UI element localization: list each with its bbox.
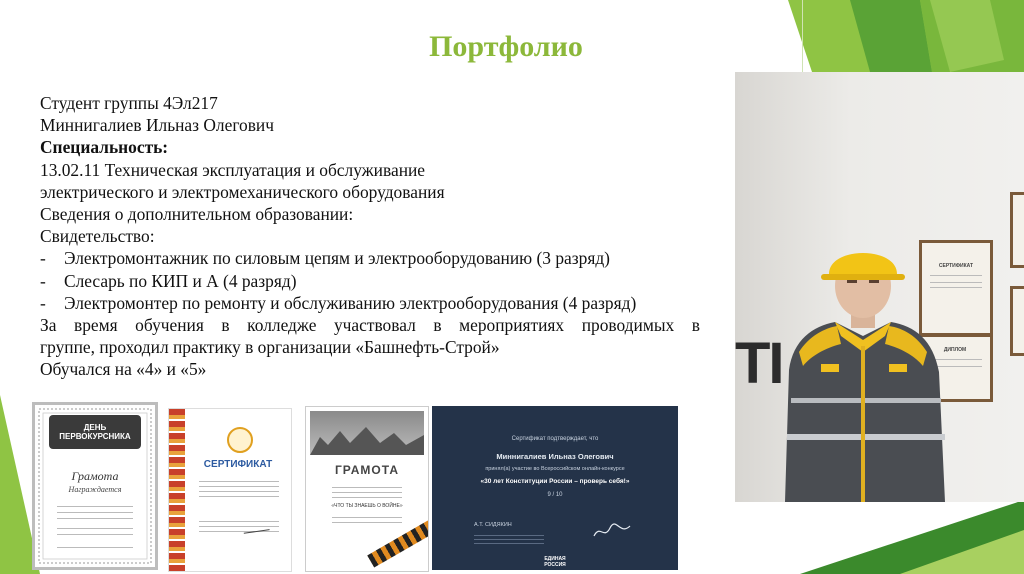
certificate-heading: ГРАМОТА <box>335 463 399 477</box>
list-item-text: Электромонтер по ремонту и обслуживанию электрооборудования (4 разряд) <box>64 292 637 313</box>
signer-name: А.Т. СИДЯКИН <box>474 522 512 528</box>
specialty-label: Специальность: <box>40 137 169 158</box>
red-ornament-strip <box>169 409 185 571</box>
list-item <box>40 292 700 314</box>
certificate-first-year-day <box>32 402 158 570</box>
student-group-line: Студент группы 4Эл217 <box>40 93 218 113</box>
wall-letters: TI <box>735 331 783 396</box>
list-dash: - <box>40 248 46 269</box>
wall-certificate-title: СЕРТИФИКАТ <box>938 263 974 269</box>
list-dash: - <box>40 270 46 291</box>
wall-frame-4 <box>1010 286 1024 356</box>
contest-name: «ЧТО ТЫ ЗНАЕШЬ О ВОЙНЕ» <box>331 503 403 509</box>
bottom-right-green-decoration <box>740 500 1024 574</box>
party-logo: ЕДИНАЯ РОССИЯ <box>544 556 566 568</box>
slide-title: Портфолио <box>429 30 583 63</box>
text-placeholder-lines <box>57 501 133 553</box>
signature-icon <box>592 522 632 540</box>
certificate-label: Свидетельство: <box>40 226 155 247</box>
banner-text: ДЕНЬ ПЕРВОКУРСНИКА <box>59 423 131 441</box>
contest-name: «30 лет Конституции России – проверь себя!» <box>480 478 630 485</box>
list-item <box>40 247 700 269</box>
certificate-intro: Сертификат подтверждает, что <box>511 436 599 442</box>
participant-name: Миннигалиев Ильназ Олегович <box>496 452 614 461</box>
student-photo <box>735 72 1024 502</box>
text-placeholder-lines <box>474 532 544 547</box>
list-item-text: Слесарь по КИП и А (4 разряд) <box>64 270 297 291</box>
wall-diploma-title: ДИПЛОМ <box>943 347 967 353</box>
medal-icon <box>227 427 253 453</box>
wall-frame-3 <box>1010 192 1024 268</box>
list-item <box>40 270 700 292</box>
list-dash: - <box>40 292 46 313</box>
certificate-heading: Грамота <box>71 469 119 483</box>
text-placeholder-lines <box>332 513 402 527</box>
certificate-constitution-contest <box>432 406 678 570</box>
certificate-sertifikat <box>168 408 292 572</box>
extra-education-line: Сведения о дополнительном образовании: <box>40 204 354 225</box>
portfolio-text <box>40 92 700 381</box>
student-name-line: Миннигалиев Ильназ Олегович <box>40 115 274 136</box>
ribbon-decoration <box>367 520 429 567</box>
events-line: За время обучения в колледже участвовал в мероприятиях проводимых в <box>40 315 700 336</box>
certificate-gramota <box>305 406 429 572</box>
worker-figure <box>765 240 965 502</box>
specialty-code-line: 13.02.11 Техническая эксплуатация и обслуживание <box>40 159 426 180</box>
specialty-cont-line: электрического и электромеханического оборудования <box>40 181 445 202</box>
events-cont-line: группе, проходил практику в организации «Башнефть-Строй» <box>40 337 500 358</box>
participation-text: принял(а) участие во Всероссийском онлайн-конкурсе <box>485 466 625 472</box>
tower-silhouette-icon <box>310 425 424 455</box>
certificate-subheading: Награждается <box>68 485 122 494</box>
score-text: 9 / 10 <box>547 492 563 498</box>
grades-line: Обучался на «4» и «5» <box>40 359 207 380</box>
text-placeholder-lines <box>332 483 402 502</box>
list-item-text: Электромонтажник по силовым цепям и электрооборудованию (3 разряд) <box>64 248 610 269</box>
certificate-heading: СЕРТИФИКАТ <box>203 459 273 470</box>
